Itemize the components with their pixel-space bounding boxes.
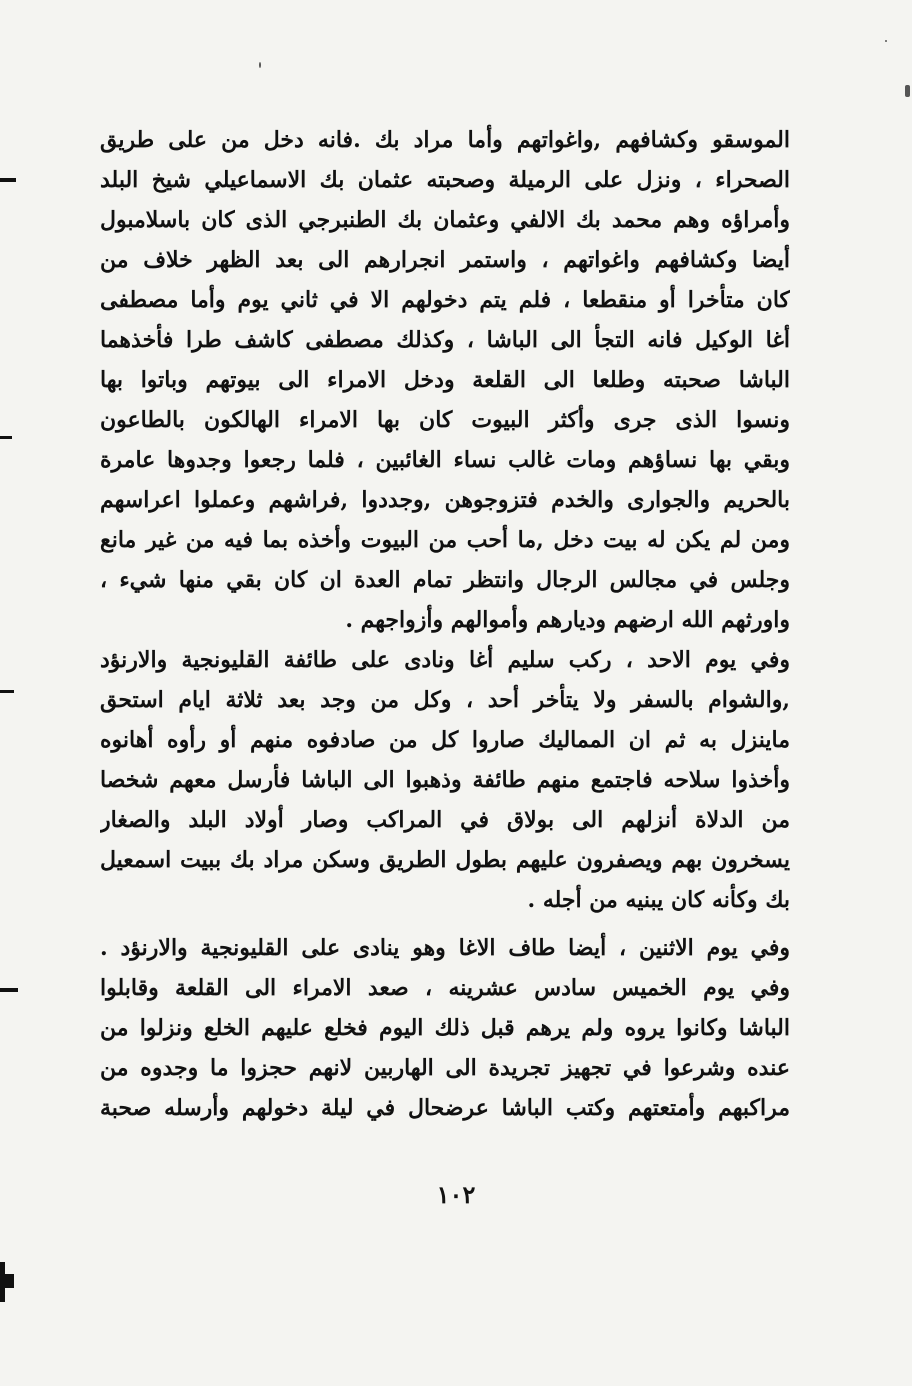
text-line: الصحراء ، ونزل على الرميلة وصحبته عثمان بك الاسماعيلي شيخ البلد bbox=[100, 167, 790, 193]
margin-mark bbox=[0, 988, 18, 992]
scan-speck bbox=[259, 62, 261, 68]
text-line: الباشا وكانوا يروه ولم يرهم قبل ذلك اليوم فخلع عليهم الخلع ونزلوا من bbox=[100, 1015, 790, 1041]
text-line: بالحريم والجوارى والخدم فتزوجوهن ,وجددوا ,فراشهم وعملوا اعراسهم bbox=[100, 487, 790, 513]
text-line: الباشا صحبته وطلعا الى القلعة ودخل الامراء الى بيوتهم وباتوا بها bbox=[100, 367, 790, 393]
text-line: من الدلاة أنزلهم الى بولاق في المراكب وصار أولاد البلد والصغار bbox=[100, 807, 790, 833]
text-line: عنده وشرعوا في تجهيز تجريدة الى الهاربين لانهم حجزوا ما وجدوه من bbox=[100, 1055, 790, 1081]
text-line: كان متأخرا أو منقطعا ، فلم يتم دخولهم الا في ثاني يوم وأما مصطفى bbox=[100, 287, 790, 313]
text-line: ونسوا الذى جرى وأكثر البيوت كان بها الامراء الهالكون بالطاعون bbox=[100, 407, 790, 433]
text-line: ماينزل به ثم ان المماليك صاروا كل من صادفوه منهم أو رأوه أهانوه bbox=[100, 727, 790, 753]
main-text bbox=[100, 120, 790, 1128]
margin-mark bbox=[0, 1262, 5, 1302]
text-line: ومن لم يكن له بيت دخل ,ما أحب من البيوت وأخذه بما فيه من غير مانع bbox=[100, 527, 790, 553]
text-line: الموسقو وكشافهم ,واغواتهم وأما مراد بك .فانه دخل من على طريق bbox=[100, 127, 790, 153]
text-line: بك وكأنه كان يبنيه من أجله . bbox=[527, 887, 790, 913]
margin-mark bbox=[0, 690, 14, 693]
text-line: واورثهم الله ارضهم وديارهم وأموالهم وأزواجهم . bbox=[345, 607, 790, 633]
text-line: وبقي بها نساؤهم ومات غالب نساء الغائبين ، فلما رجعوا وجدوها عامرة bbox=[100, 447, 790, 473]
text-line: وجلس في مجالس الرجال وانتظر تمام العدة ان كان بقي منها شيء ، bbox=[100, 567, 790, 593]
margin-mark bbox=[0, 178, 16, 182]
text-line: أيضا وكشافهم واغواتهم ، واستمر انجرارهم الى بعد الظهر خلاف من bbox=[100, 247, 790, 273]
text-line: ,والشوام بالسفر ولا يتأخر أحد ، وكل من وجد بعد ثلاثة ايام استحق bbox=[100, 687, 790, 713]
text-line: وفي يوم الاثنين ، أيضا طاف الاغا وهو ينادى على القليونجية والارنؤد . bbox=[100, 935, 790, 961]
text-line: مراكبهم وأمتعتهم وكتب الباشا عرضحال في ليلة دخولهم وأرسله صحبة bbox=[100, 1095, 790, 1121]
page-number: ١٠٢ bbox=[436, 1180, 476, 1209]
scan-speck bbox=[885, 40, 887, 42]
text-line: أغا الوكيل فانه التجأ الى الباشا ، وكذلك مصطفى كاشف طرا فأخذهما bbox=[100, 327, 790, 353]
text-line: وأمراؤه وهم محمد بك الالفي وعثمان بك الطنبرجي الذى كان باسلامبول bbox=[100, 207, 790, 233]
text-line: وفي يوم الخميس سادس عشرينه ، صعد الامراء الى القلعة وقابلوا bbox=[100, 975, 790, 1001]
margin-mark bbox=[0, 436, 12, 439]
text-line: وفي يوم الاحد ، ركب سليم أغا ونادى على طائفة القليونجية والارنؤد bbox=[100, 647, 790, 673]
scan-speck bbox=[905, 85, 910, 97]
text-line: وأخذوا سلاحه فاجتمع منهم طائفة وذهبوا الى الباشا فأرسل معهم شخصا bbox=[100, 767, 790, 793]
text-line: يسخرون بهم ويصفرون عليهم بطول الطريق وسكن مراد بك ببيت اسمعيل bbox=[100, 847, 790, 873]
